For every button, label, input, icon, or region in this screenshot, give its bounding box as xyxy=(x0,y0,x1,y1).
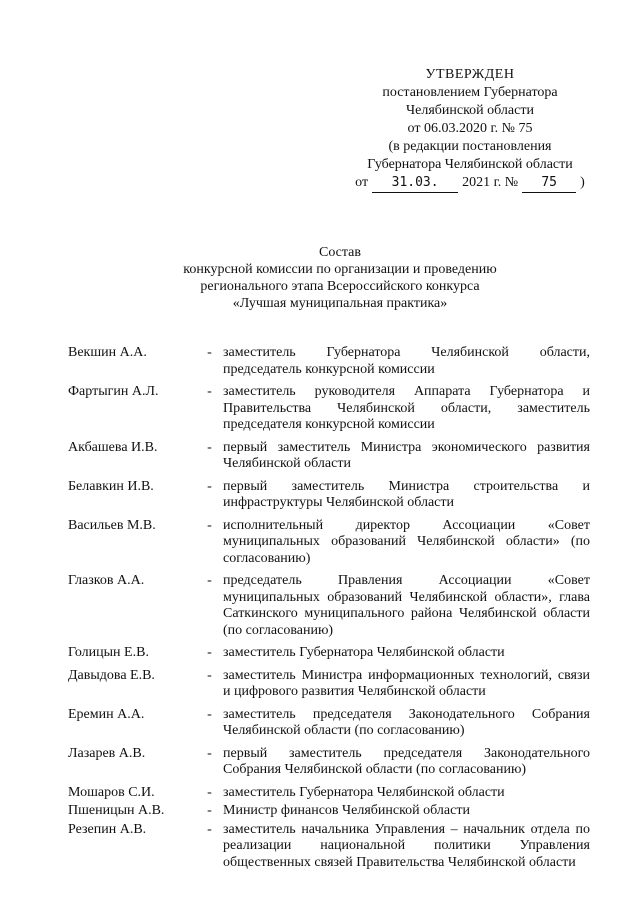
amendment-number: 75 xyxy=(522,174,576,193)
member-name: Резепин А.В. xyxy=(68,821,147,837)
member-name: Васильев М.В. xyxy=(68,517,156,533)
member-role: заместитель председателя Законодательного Собрания Челябинской области (по согласованию) xyxy=(223,706,590,738)
dash-separator: - xyxy=(207,573,212,588)
member-name: Фартыгин А.Л. xyxy=(68,384,159,399)
approval-line: (в редакции постановления xyxy=(388,139,552,154)
member-name: Векшин А.А. xyxy=(68,345,147,360)
member-name: Еремин А.А. xyxy=(68,706,145,722)
member-role: заместитель Министра информационных технологий, связи и цифрового развития Челябинской области xyxy=(223,667,590,699)
member-row xyxy=(68,746,590,779)
member-row xyxy=(68,440,590,473)
approval-heading: УТВЕРЖДЕН xyxy=(425,67,515,82)
dash-separator: - xyxy=(207,384,212,399)
member-name: Давыдова Е.В. xyxy=(68,667,155,683)
amendment-suffix: ) xyxy=(580,175,585,190)
member-role: заместитель Губернатора Челябинской области xyxy=(223,784,505,800)
member-role: заместитель начальника Управления – начальник отдела по реализации национальной политики Управления общественных связей Правительства Челябинской области xyxy=(223,821,590,870)
dash-separator: - xyxy=(207,517,212,533)
member-row xyxy=(68,645,590,662)
member-role: заместитель Губернатора Челябинской области, председатель конкурсной комиссии xyxy=(223,345,590,377)
member-row xyxy=(68,803,590,820)
title-line: Состав xyxy=(318,245,361,260)
member-row xyxy=(68,822,590,872)
member-row xyxy=(68,668,590,701)
member-role: Министр финансов Челябинской области xyxy=(223,803,470,818)
member-role: председатель Правления Ассоциации «Совет муниципальных образований Челябинской области», глава Саткинского муниципального района Челябинской области (по согласованию) xyxy=(223,573,590,638)
member-name: Белавкин И.В. xyxy=(68,478,154,494)
member-role: исполнительный директор Ассоциации «Совет муниципальных образований Челябинской области» (по согласованию) xyxy=(223,517,590,566)
dash-separator: - xyxy=(207,667,212,683)
amendment-reference xyxy=(350,174,590,193)
dash-separator: - xyxy=(207,745,212,761)
dash-separator: - xyxy=(207,345,212,360)
commission-member-list xyxy=(68,345,590,877)
member-name: Глазков А.А. xyxy=(68,573,145,588)
member-name: Мошаров С.И. xyxy=(68,784,155,800)
member-row xyxy=(68,573,590,639)
member-name: Лазарев А.В. xyxy=(68,745,146,761)
approval-line: Челябинской области xyxy=(406,103,534,118)
member-row xyxy=(68,707,590,740)
dash-separator: - xyxy=(207,784,212,800)
dash-separator: - xyxy=(207,478,212,494)
approval-line: от 06.03.2020 г. № 75 xyxy=(407,121,533,136)
amendment-date: 31.03. xyxy=(372,174,458,193)
dash-separator: - xyxy=(207,706,212,722)
member-name: Акбашева И.В. xyxy=(68,439,158,455)
member-name: Пшеницын А.В. xyxy=(68,803,165,818)
member-row xyxy=(68,518,590,568)
dash-separator: - xyxy=(207,439,212,455)
member-role: первый заместитель Министра экономического развития Челябинской области xyxy=(223,439,590,471)
dash-separator: - xyxy=(207,803,212,818)
dash-separator: - xyxy=(207,821,212,837)
amendment-year: 2021 г. № xyxy=(462,175,519,190)
member-role: заместитель Губернатора Челябинской области xyxy=(223,645,505,660)
member-row xyxy=(68,345,590,378)
member-row xyxy=(68,479,590,512)
member-row xyxy=(68,384,590,434)
member-role: заместитель руководителя Аппарата Губернатора и Правительства Челябинской области, заместитель председателя конкурсной комиссии xyxy=(223,384,590,432)
title-line: регионального этапа Всероссийского конкурса xyxy=(200,279,480,294)
amendment-prefix: от xyxy=(355,175,369,190)
approval-line: Губернатора Челябинской области xyxy=(367,157,573,172)
approval-stamp xyxy=(350,66,590,193)
title-line: конкурсной комиссии по организации и проведению xyxy=(183,262,497,277)
approval-line: постановлением Губернатора xyxy=(382,85,558,100)
member-row xyxy=(68,785,590,802)
dash-separator: - xyxy=(207,645,212,660)
document-title xyxy=(140,244,540,312)
member-role: первый заместитель председателя Законодательного Собрания Челябинской области (по согласованию) xyxy=(223,745,590,777)
member-name: Голицын Е.В. xyxy=(68,645,149,660)
member-role: первый заместитель Министра строительства и инфраструктуры Челябинской области xyxy=(223,478,590,510)
title-line: «Лучшая муниципальная практика» xyxy=(232,296,448,311)
